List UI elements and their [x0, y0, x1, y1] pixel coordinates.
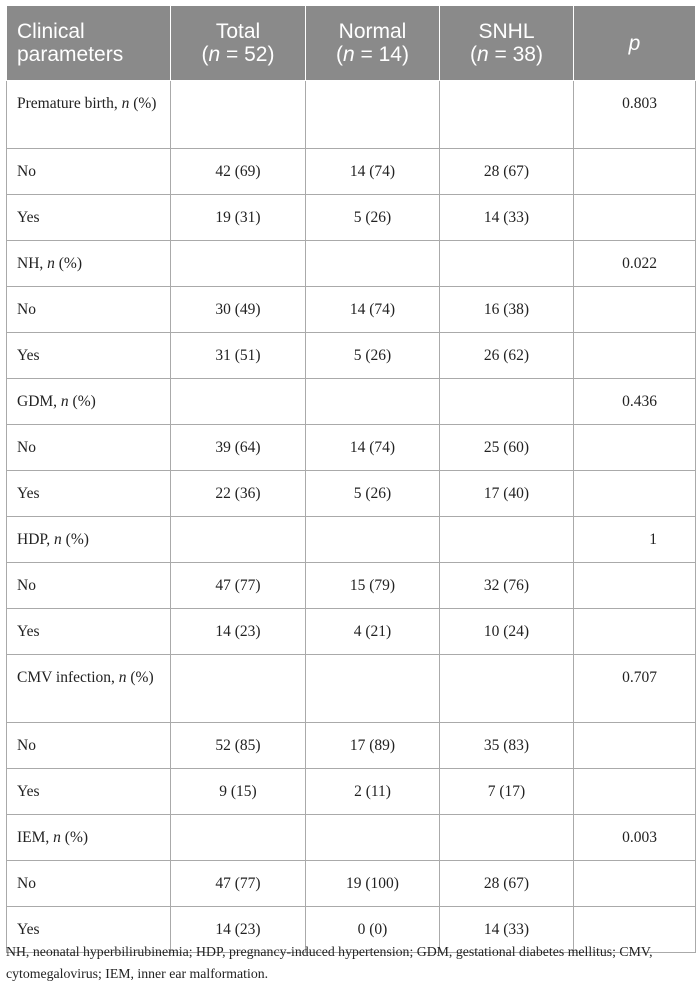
cell-normal	[306, 241, 440, 287]
cell-normal: 5 (26)	[306, 471, 440, 517]
cell-total: 14 (23)	[171, 907, 306, 953]
table-row	[7, 195, 696, 241]
row-label: IEM, n (%)	[7, 815, 171, 861]
cell-normal: 4 (21)	[306, 609, 440, 655]
table-group-row	[7, 241, 696, 287]
cell-snhl: 14 (33)	[440, 907, 574, 953]
cell-normal: 15 (79)	[306, 563, 440, 609]
row-label: Yes	[7, 333, 171, 379]
row-label: Yes	[7, 769, 171, 815]
table-group-row	[7, 655, 696, 723]
cell-p-value	[574, 471, 696, 517]
table-group-row	[7, 81, 696, 149]
cell-normal: 14 (74)	[306, 287, 440, 333]
row-label: No	[7, 149, 171, 195]
cell-total	[171, 379, 306, 425]
header-clinical-parameters: Clinical parameters	[7, 6, 171, 81]
cell-snhl: 35 (83)	[440, 723, 574, 769]
header-normal: Normal (n = 14)	[306, 6, 440, 81]
cell-total	[171, 517, 306, 563]
table-row	[7, 563, 696, 609]
cell-p-value	[574, 425, 696, 471]
cell-p-value	[574, 195, 696, 241]
cell-snhl	[440, 81, 574, 149]
table-row	[7, 425, 696, 471]
cell-snhl: 16 (38)	[440, 287, 574, 333]
cell-total: 14 (23)	[171, 609, 306, 655]
cell-total: 47 (77)	[171, 563, 306, 609]
table-row	[7, 287, 696, 333]
cell-snhl: 32 (76)	[440, 563, 574, 609]
cell-normal: 5 (26)	[306, 195, 440, 241]
table-row	[7, 149, 696, 195]
cell-total: 31 (51)	[171, 333, 306, 379]
cell-total: 42 (69)	[171, 149, 306, 195]
cell-p-value: 1	[574, 517, 696, 563]
cell-total: 9 (15)	[171, 769, 306, 815]
cell-normal: 14 (74)	[306, 425, 440, 471]
cell-total	[171, 815, 306, 861]
cell-total	[171, 241, 306, 287]
row-label: No	[7, 287, 171, 333]
data-table-container	[6, 5, 695, 953]
cell-p-value: 0.436	[574, 379, 696, 425]
cell-normal: 14 (74)	[306, 149, 440, 195]
row-label: GDM, n (%)	[7, 379, 171, 425]
table-footnote: NH, neonatal hyperbilirubinemia; HDP, pregnancy-induced hypertension; GDM, gestational diabetes mellitus; CMV, cytomegalovirus; IEM, inner ear malformation.	[6, 944, 653, 981]
cell-snhl: 10 (24)	[440, 609, 574, 655]
cell-total	[171, 655, 306, 723]
cell-snhl	[440, 379, 574, 425]
cell-p-value: 0.003	[574, 815, 696, 861]
cell-p-value	[574, 287, 696, 333]
table-row	[7, 471, 696, 517]
cell-p-value	[574, 769, 696, 815]
row-label: CMV infection, n (%)	[7, 655, 171, 723]
cell-snhl: 28 (67)	[440, 861, 574, 907]
cell-normal	[306, 815, 440, 861]
table-row	[7, 333, 696, 379]
row-label: Yes	[7, 907, 171, 953]
cell-snhl: 26 (62)	[440, 333, 574, 379]
cell-normal	[306, 81, 440, 149]
cell-snhl: 25 (60)	[440, 425, 574, 471]
cell-normal: 17 (89)	[306, 723, 440, 769]
table-group-row	[7, 517, 696, 563]
cell-normal	[306, 517, 440, 563]
row-label: Yes	[7, 195, 171, 241]
row-label: Yes	[7, 609, 171, 655]
cell-total: 47 (77)	[171, 861, 306, 907]
cell-p-value: 0.022	[574, 241, 696, 287]
row-label: No	[7, 723, 171, 769]
row-label: NH, n (%)	[7, 241, 171, 287]
table-row	[7, 769, 696, 815]
cell-total: 30 (49)	[171, 287, 306, 333]
table-group-row	[7, 815, 696, 861]
cell-snhl: 7 (17)	[440, 769, 574, 815]
cell-snhl: 28 (67)	[440, 149, 574, 195]
cell-total	[171, 81, 306, 149]
cell-snhl	[440, 815, 574, 861]
cell-normal: 2 (11)	[306, 769, 440, 815]
cell-total: 22 (36)	[171, 471, 306, 517]
header-total: Total (n = 52)	[171, 6, 306, 81]
cell-normal: 5 (26)	[306, 333, 440, 379]
table-row	[7, 723, 696, 769]
header-snhl: SNHL (n = 38)	[440, 6, 574, 81]
table-body	[7, 81, 696, 953]
clinical-parameters-table	[6, 5, 696, 953]
row-label: HDP, n (%)	[7, 517, 171, 563]
row-label: Yes	[7, 471, 171, 517]
cell-snhl	[440, 517, 574, 563]
table-group-row	[7, 379, 696, 425]
header-p-value: p	[574, 6, 696, 81]
cell-normal	[306, 379, 440, 425]
cell-normal	[306, 655, 440, 723]
cell-p-value	[574, 723, 696, 769]
cell-snhl: 17 (40)	[440, 471, 574, 517]
row-label: No	[7, 563, 171, 609]
table-row	[7, 861, 696, 907]
row-label: Premature birth, n (%)	[7, 81, 171, 149]
cell-normal: 19 (100)	[306, 861, 440, 907]
cell-snhl: 14 (33)	[440, 195, 574, 241]
cell-p-value	[574, 609, 696, 655]
cell-total: 39 (64)	[171, 425, 306, 471]
row-label: No	[7, 425, 171, 471]
cell-total: 52 (85)	[171, 723, 306, 769]
cell-total: 19 (31)	[171, 195, 306, 241]
cell-normal: 0 (0)	[306, 907, 440, 953]
table-row	[7, 609, 696, 655]
cell-snhl	[440, 241, 574, 287]
cell-p-value: 0.803	[574, 81, 696, 149]
cell-p-value	[574, 563, 696, 609]
cell-p-value	[574, 149, 696, 195]
table-header-row	[7, 6, 696, 81]
cell-snhl	[440, 655, 574, 723]
cell-p-value	[574, 861, 696, 907]
row-label: No	[7, 861, 171, 907]
cell-p-value: 0.707	[574, 655, 696, 723]
cell-p-value	[574, 333, 696, 379]
